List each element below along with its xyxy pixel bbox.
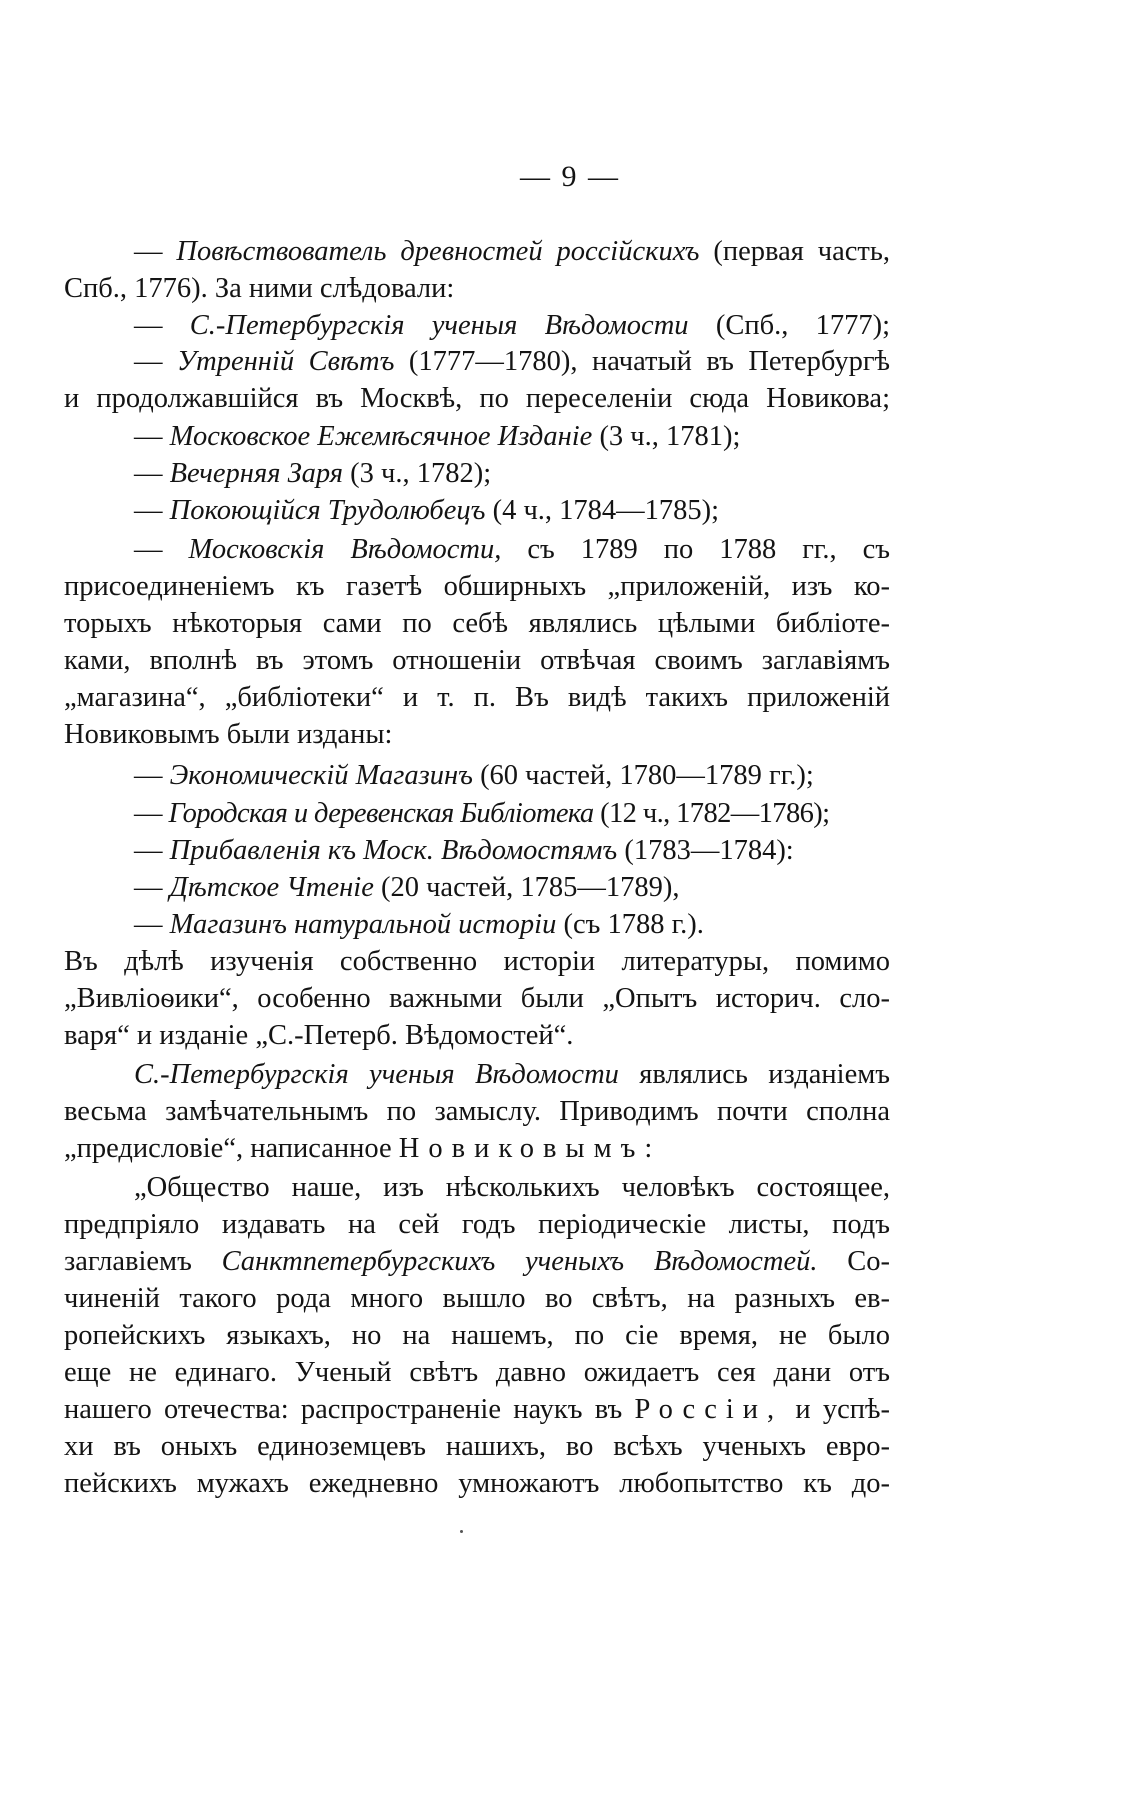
italic-title: Экономическій Магазинъ: [169, 760, 473, 791]
text-line: Въ дѣлѣ изученія собственно исторіи литературы, помимо: [64, 946, 890, 977]
dash: —: [134, 798, 162, 829]
dash: —: [134, 872, 163, 903]
text-line: „предисловіе“, написанное Новиковымъ:: [64, 1133, 662, 1164]
text-line: — Прибавленія къ Моск. Вѣдомостямъ (1783—1784):: [134, 835, 794, 866]
text-line: — Утренній Свѣтъ (1777—1780), начатый въ Петербургѣ: [134, 346, 890, 377]
dash: —: [134, 534, 163, 565]
dash: —: [134, 760, 163, 791]
text-line: Спб., 1776). За ними слѣдовали:: [64, 273, 455, 304]
text-line: — Городская и деревенская Библіотека (12 ч., 1782—1786);: [134, 798, 830, 829]
spaced-name: Россіи,: [634, 1394, 784, 1425]
text-line: — Магазинъ натуральной исторіи (съ 1788 г.).: [134, 909, 704, 940]
italic-title: Покоющійся Трудолюбецъ: [169, 495, 486, 526]
text-line: „Вивліоѳики“, особенно важными были „Опытъ историч. сло-: [64, 983, 890, 1014]
dash: —: [134, 909, 163, 940]
dash: —: [134, 458, 163, 489]
dash: —: [134, 310, 163, 341]
text-line: — Дѣтское Чтеніе (20 частей, 1785—1789),: [134, 872, 680, 903]
page-number: — 9 —: [520, 160, 620, 193]
italic-title: Утренній Свѣтъ: [177, 346, 395, 377]
dash: —: [134, 495, 163, 526]
text-line: — Вечерняя Заря (3 ч., 1782);: [134, 458, 492, 489]
italic-title: С.-Петербургскія ученыя Вѣдомости: [189, 310, 689, 341]
text-line: Новиковымъ были изданы:: [64, 719, 393, 750]
text-line: хи въ оныхъ единоземцевъ нашихъ, во всѣхъ ученыхъ евро-: [64, 1431, 890, 1462]
text-line: ками, вполнѣ въ этомъ отношеніи отвѣчая своимъ заглавіямъ: [64, 645, 890, 676]
text-line: нашего отечества: распространеніе наукъ въ Россіи, и успѣ-: [64, 1394, 890, 1425]
text-line: заглавіемъ Санктпетербургскихъ ученыхъ Вѣдомостей. Со-: [64, 1246, 891, 1277]
text-line: чиненій такого рода много вышло во свѣтъ, на разныхъ ев-: [64, 1283, 890, 1314]
italic-title: Санктпетербургскихъ ученыхъ Вѣдомостей.: [221, 1246, 818, 1277]
text-line: ропейскихъ языкахъ, но на нашемъ, по сіе время, не было: [64, 1320, 890, 1351]
italic-title: Московскія Вѣдомости,: [188, 534, 502, 565]
text-line: — Покоющійся Трудолюбецъ (4 ч., 1784—1785);: [134, 495, 720, 526]
text-line: присоединеніемъ къ газетѣ обширныхъ „приложеній, изъ ко-: [64, 571, 890, 602]
italic-title: С.-Петербургскія ученыя Вѣдомости: [134, 1059, 619, 1090]
italic-title: Прибавленія къ Моск. Вѣдомостямъ: [169, 835, 618, 866]
text-line: предпріяло издавать на сей годъ періодическіе листы, подъ: [64, 1209, 890, 1240]
italic-title: Повѣствователь древностей россійскихъ: [176, 236, 700, 267]
text-line: пейскихъ мужахъ ежедневно умножаютъ любопытство къ до-: [64, 1468, 890, 1499]
dash: —: [134, 835, 163, 866]
dash: —: [134, 421, 163, 452]
italic-title: Московское Ежемѣсячное Изданіе: [169, 421, 593, 452]
text-line: „магазина“, „библіотеки“ и т. п. Въ видѣ такихъ приложеній: [64, 682, 890, 713]
text-line: торыхъ нѣкоторыя сами по себѣ являлись цѣлыми библіоте-: [64, 608, 890, 639]
text-line: — С.-Петербургскія ученыя Вѣдомости (Спб., 1777);: [134, 310, 891, 341]
italic-title: Дѣтское Чтеніе: [169, 872, 374, 903]
text-line: — Повѣствователь древностей россійскихъ (первая часть,: [134, 236, 890, 267]
dash: —: [134, 346, 163, 377]
text-line: — Экономическій Магазинъ (60 частей, 1780—1789 гг.);: [134, 760, 814, 791]
text-line: еще не единаго. Ученый свѣтъ давно ожидаетъ сея дани отъ: [64, 1357, 890, 1388]
italic-title: Магазинъ натуральной исторіи: [169, 909, 557, 940]
text-line: С.-Петербургскія ученыя Вѣдомости являлись изданіемъ: [134, 1059, 891, 1090]
ink-speck: [460, 1530, 463, 1533]
italic-title: Вечерняя Заря: [169, 458, 344, 489]
dash: —: [134, 236, 163, 267]
text-line: „Общество наше, изъ нѣсколькихъ человѣкъ состоящее,: [134, 1172, 890, 1203]
spaced-name: Новиковымъ:: [398, 1133, 662, 1164]
text-line: — Московское Ежемѣсячное Изданіе (3 ч., 1781);: [134, 421, 741, 452]
italic-title: Городская и деревенская Библіотека: [168, 798, 594, 829]
text-line: и продолжавшійся въ Москвѣ, по переселеніи сюда Новикова;: [64, 383, 890, 414]
text-line: весьма замѣчательнымъ по замыслу. Приводимъ почти сполна: [64, 1096, 890, 1127]
text-line: — Московскія Вѣдомости, съ 1789 по 1788 гг., съ: [134, 534, 890, 565]
text-line: варя“ и изданіе „С.-Петерб. Вѣдомостей“.: [64, 1020, 574, 1051]
